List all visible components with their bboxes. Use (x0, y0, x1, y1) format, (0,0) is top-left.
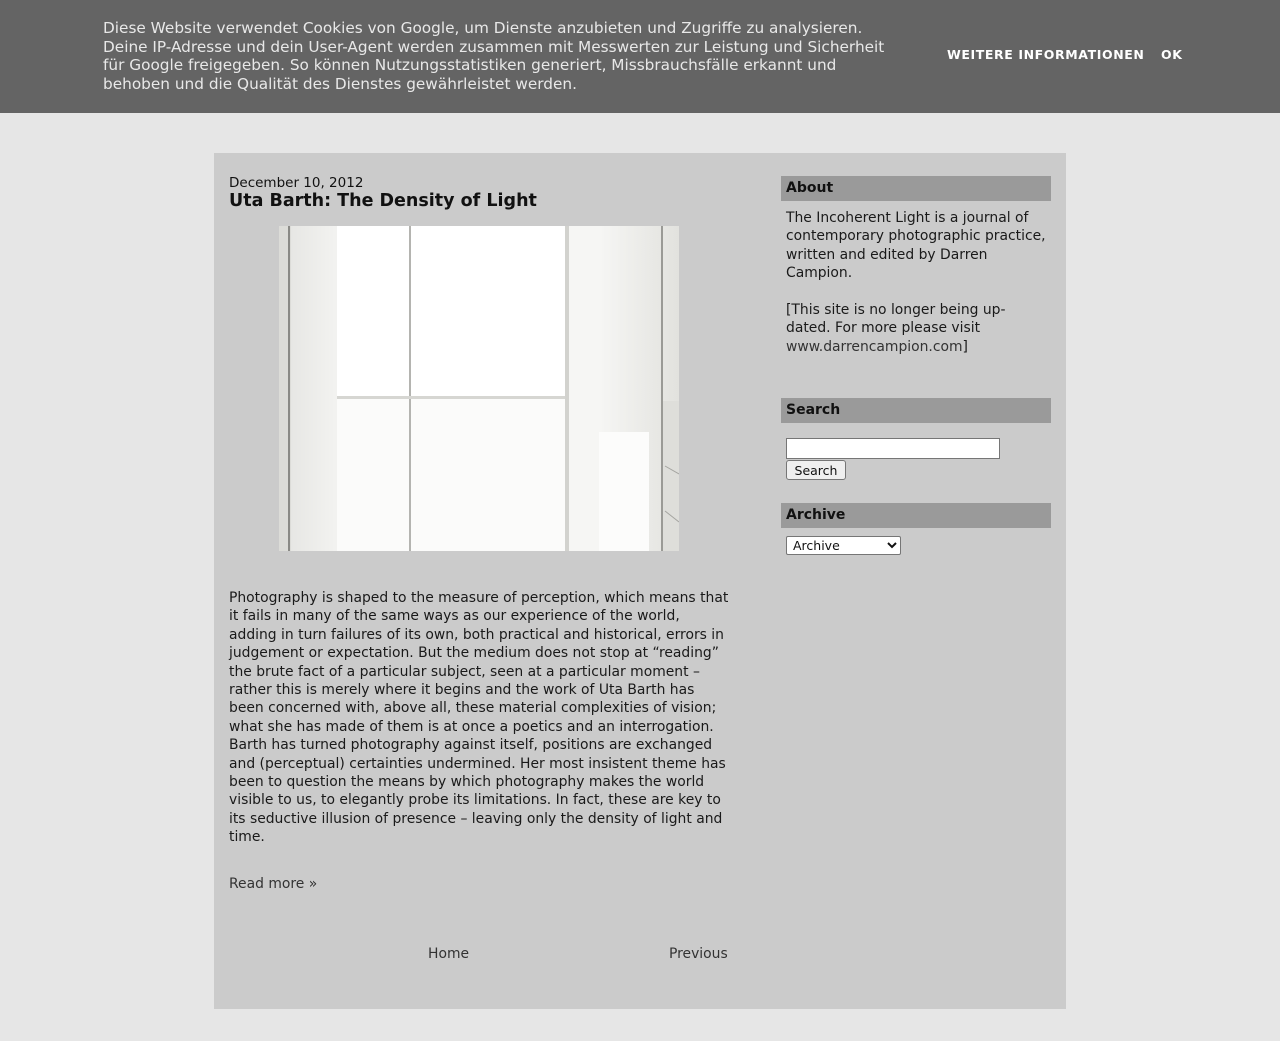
blog-content (214, 153, 1066, 1009)
about-note-prefix: [This site is no longer being up-dated. For more please visit (786, 302, 1006, 337)
search-heading: Search (781, 398, 1051, 423)
previous-link[interactable]: Previous (669, 946, 728, 962)
ok-button[interactable]: OK (1161, 47, 1183, 62)
archive-heading: Archive (781, 503, 1051, 528)
darrencampion-link[interactable]: www.darrencampion.com (786, 338, 963, 355)
cookie-notice-text: Diese Website verwendet Cookies von Google, um Dienste anzubieten und Zugriffe zu analysieren. Deine IP-Adresse und dein User-Agent werden zusammen mit Messwerten zur Leistung und Sicherheit für Google freigegeben. So können Nutzungsstatistiken generiert, Missbrauchsfälle erkannt und behoben und die Qualität des Dienstes gewährleistet werden. (103, 19, 885, 93)
home-link[interactable]: Home (428, 946, 470, 962)
about-note-suffix: ] (962, 338, 968, 355)
window-photo (279, 226, 679, 551)
more-info-button[interactable]: WEITERE INFORMATIONEN (947, 47, 1145, 62)
post-date: December 10, 2012 (229, 175, 364, 191)
post-image[interactable] (279, 226, 679, 551)
about-text: The Incoherent Light is a journal of contemporary photographic practice, written and edited by Darren Campion. (786, 210, 1046, 282)
archive-dropdown[interactable] (786, 536, 901, 555)
read-more-link[interactable]: Read more » (229, 876, 318, 892)
post-body: Photography is shaped to the measure of perception, which means that it fails in many of the same ways as our experience of the world, adding in turn failures of its own, both practical and historical, errors in judgement or expectation. But the medium does not stop at “reading” the brute fact of a particular subject, seen at a particular moment – rather this is merely where it begins and the work of Uta Barth has been concerned with, above all, these material complexities of vision; what she has made of them is at once a poetics and an interrogation. Barth has turned photography against itself, positions are exchanged and (perceptual) certainties undermined. Her most insistent theme has been to question the means by which photography makes the world visible to us, to elegantly probe its limitations. In fact, these are key to its seductive illusion of presence – leaving only the density of light and time. (229, 590, 729, 846)
search-button[interactable]: Search (786, 460, 846, 480)
cookie-banner (0, 0, 1280, 113)
about-heading: About (781, 176, 1051, 201)
search-input[interactable] (786, 438, 1000, 459)
post-title[interactable]: Uta Barth: The Density of Light (229, 191, 537, 211)
about-note (786, 301, 1048, 356)
